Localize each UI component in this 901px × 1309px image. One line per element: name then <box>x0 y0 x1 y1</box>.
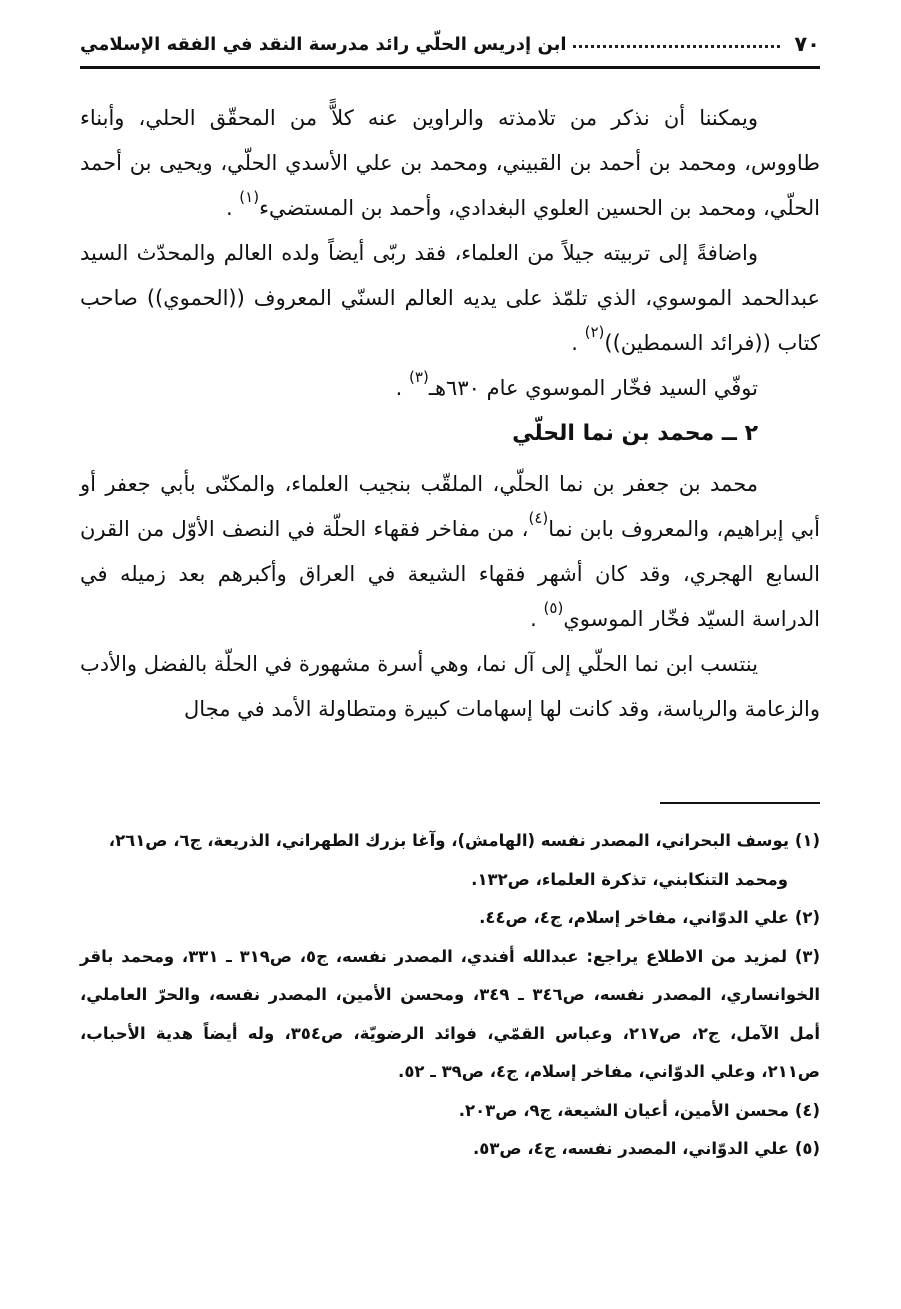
footnote-continuation: ومحمد التنكابني، تذكرة العلماء، ص١٣٢. <box>471 869 788 889</box>
paragraph-1 <box>80 96 820 231</box>
footnote-3 <box>80 938 820 1092</box>
footnote-1 <box>80 822 820 899</box>
footnote-ref-2: (٢) <box>584 323 605 341</box>
paragraph-3-text: توفّي السيد فخّار الموسوي عام ٦٣٠هـ <box>428 376 758 400</box>
paragraph-5-text: ينتسب ابن نما الحلّي إلى آل نما، وهي أسرة مشهورة في الحلّة بالفضل والأدب والزعامة والرياسة، وقد كانت لها إسهامات كبيرة ومتطاولة الأمد في مجال <box>80 652 820 721</box>
header-dot-leader <box>573 45 781 48</box>
footnote-number: (٢) <box>794 908 820 927</box>
paragraph-1-end: . <box>225 196 240 220</box>
footnote-number: (١) <box>794 831 820 850</box>
paragraph-4-text-a: محمد بن جعفر بن نما الحلّي، الملقّب بنجيب العلماء، والمكنّى بأبي جعفر أو أبي إبراهيم، والمعروف بابن نما <box>80 472 820 541</box>
paragraph-2 <box>80 231 820 366</box>
paragraph-1-text: ويمكننا أن نذكر من تلامذته والراوين عنه كلاًّ من المحقّق الحلي، وأبناء طاووس، ومحمد بن أحمد بن القبيني، ومحمد بن علي الأسدي الحلّي، ويحيى بن أحمد الحلّي، ومحمد بن الحسين العلوي البغدادي، وأحمد بن المستضيء <box>80 106 820 220</box>
paragraph-2-end: . <box>571 331 585 355</box>
footnote-text: يوسف البحراني، المصدر نفسه (الهامش)، وآغا بزرك الطهراني، الذريعة، ج٦، ص٢٦١، <box>108 831 790 850</box>
footnote-text: محسن الأمين، أعيان الشيعة، ج٩، ص٢٠٣. <box>458 1100 790 1120</box>
running-title: ابن إدريس الحلّي رائد مدرسة النقد في الفقه الإسلامي <box>80 33 567 55</box>
paragraph-4-end: . <box>530 607 544 631</box>
footnotes <box>80 822 820 1169</box>
footnote-5 <box>80 1130 820 1169</box>
footnote-2 <box>80 899 820 938</box>
footnote-number: (٣) <box>794 946 820 966</box>
paragraph-4 <box>80 462 820 642</box>
section-heading: ٢ ــ محمد بن نما الحلّي <box>512 421 758 446</box>
footnote-ref-1: (١) <box>239 188 260 206</box>
footnote-number: (٥) <box>794 1139 820 1158</box>
page-number: ٧٠ <box>794 32 820 56</box>
paragraph-2-text: واضافةً إلى تربيته جيلاً من العلماء، فقد ربّى أيضاً ولده العالم والمحدّث السيد عبدالحمد الموسوي، الذي تلمّذ على يديه العالم السنّي المعروف ((الحموي)) صاحب كتاب ((فرائد السمطين)) <box>80 241 820 355</box>
footnote-ref-4: (٤) <box>528 509 549 527</box>
footnote-text: علي الدوّاني، المصدر نفسه، ج٤، ص٥٣. <box>472 1139 790 1158</box>
paragraph-4-text-b: ، من مفاخر فقهاء الحلّة في النصف الأوّل من القرن السابع الهجري، وقد كان أشهر فقهاء الشيعة في العراق وأكبرهم بعد زميله في الدراسة السيّد فخّار الموسوي <box>80 517 820 631</box>
footnote-continuation: الخوانساري، المصدر نفسه، ص٣٤٦ ـ ٣٤٩، ومحسن الأمين، المصدر نفسه، والحرّ العاملي، أمل الآمل، ج٢، ص٢١٧، وعباس القمّي، فوائد الرضويّة، ص٣٥٤، وله أيضاً هدية الأحباب، ص٢١١، وعلي الدوّاني، مفاخر إسلام، ج٤، ص٣٩ ـ ٥٢. <box>80 985 820 1081</box>
header-rule <box>80 66 820 69</box>
footnote-text: لمزيد من الاطلاع يراجع: عبدالله أفندي، المصدر نفسه، ج٥، ص٣١٩ ـ ٣٣١، ومحمد باقر <box>80 946 788 966</box>
footnote-4 <box>80 1092 820 1131</box>
footnote-text: علي الدوّاني، مفاخر إسلام، ج٤، ص٤٤. <box>479 908 790 927</box>
footnote-number: (٤) <box>794 1100 820 1120</box>
footnote-separator <box>660 802 820 804</box>
paragraph-3-end: . <box>395 376 410 400</box>
paragraph-3 <box>80 366 820 411</box>
footnote-ref-5: (٥) <box>543 599 564 617</box>
paragraph-5 <box>80 642 820 732</box>
footnote-ref-3: (٣) <box>409 368 429 386</box>
main-text <box>80 96 820 732</box>
running-header <box>80 26 820 62</box>
